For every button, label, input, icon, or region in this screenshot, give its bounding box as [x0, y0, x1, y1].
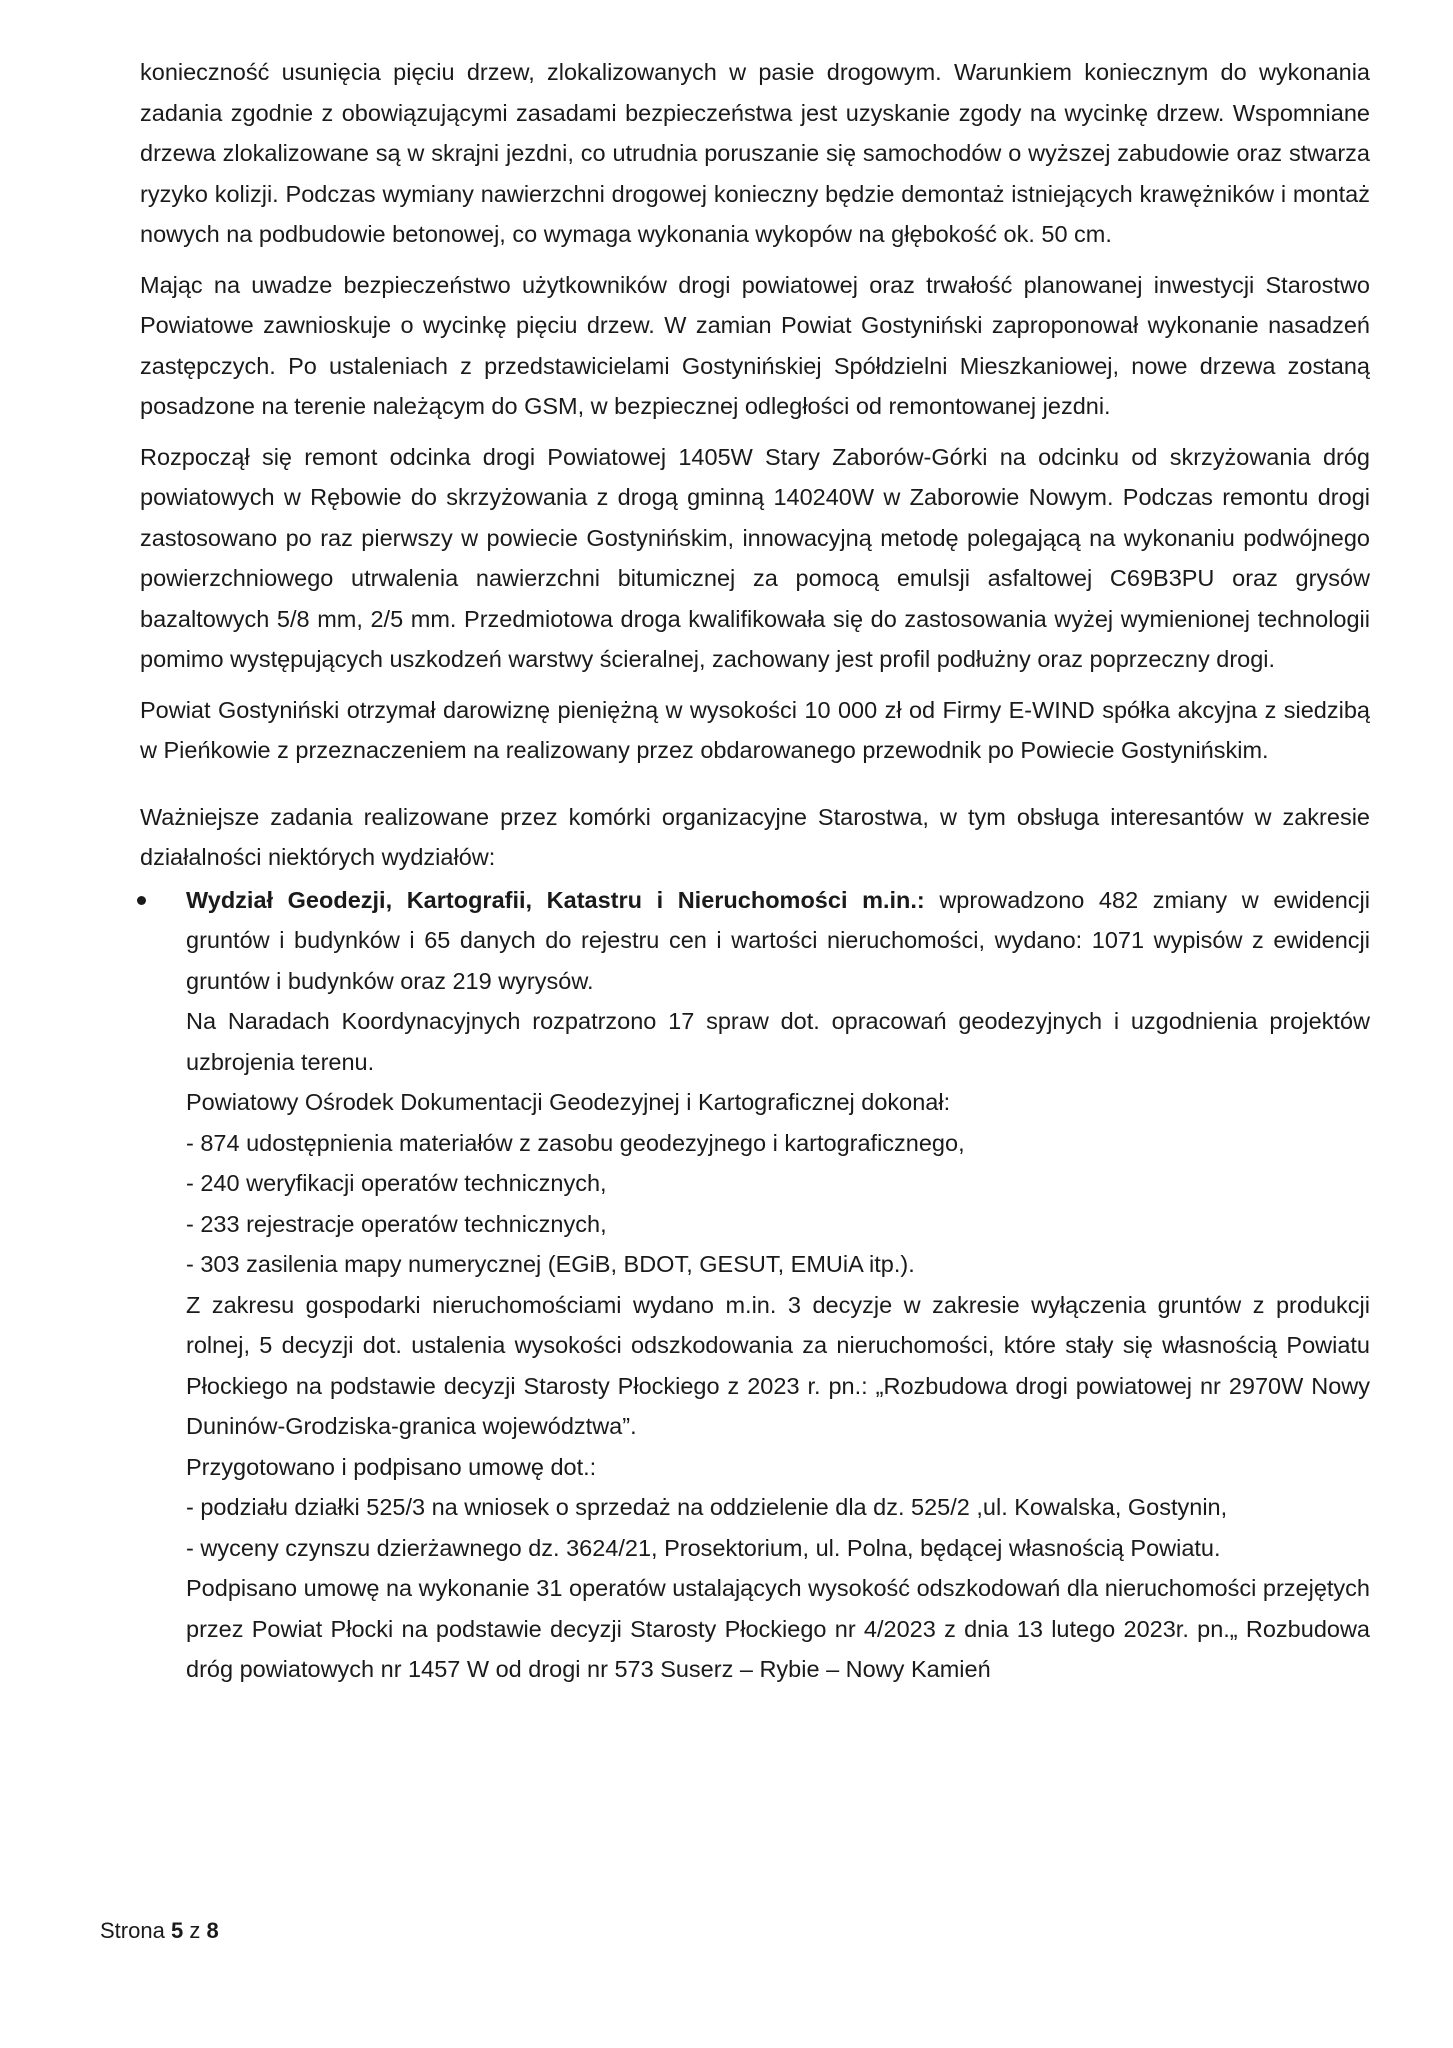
- list-item: - 240 weryfikacji operatów technicznych,: [186, 1170, 607, 1196]
- page-footer: [100, 1918, 219, 1944]
- paragraph-tasks-intro: Ważniejsze zadania realizowane przez komórki organizacyjne Starostwa, w tym obsługa interesantów w zakresie działalności niektórych wydziałów:: [140, 803, 1370, 870]
- list-item: - podziału działki 525/3 na wniosek o sprzedaż na oddzielenie dla dz. 525/2 ,ul. Kowalska, Gostynin,: [186, 1494, 1228, 1520]
- list-item: - 303 zasilenia mapy numerycznej (EGiB, BDOT, GESUT, EMUiA itp.).: [186, 1251, 915, 1277]
- real-estate-management: Z zakresu gospodarki nieruchomościami wydano m.in. 3 decyzje w zakresie wyłączenia gruntów z produkcji rolnej, 5 decyzji dot. ustalenia wysokości odszkodowania za nieruchomości, które stały się własnością Powiatu Płockiego na podstawie decyzji Starosty Płockiego z 2023 r. pn.: „Rozbudowa drogi powiatowej nr 2970W Nowy Duninów-Grodziska-granica województwa”.: [186, 1291, 1370, 1439]
- agreement-intro: Przygotowano i podpisano umowę dot.:: [186, 1453, 597, 1480]
- page-sep: z: [189, 1918, 201, 1943]
- paragraph-donation: Powiat Gostyniński otrzymał darowiznę pieniężną w wysokości 10 000 zł od Firmy E-WIND spółka akcyjna z siedzibą w Pieńkowie z przeznaczeniem na realizowany przez obdarowanego przewodnik po Powiecie Gostynińskim.: [140, 696, 1370, 763]
- paragraph-road-repair: Rozpoczął się remont odcinka drogi Powiatowej 1405W Stary Zaborów-Górki na odcinku od skrzyżowania dróg powiatowych w Rębowie do skrzyżowania z drogą gminną 140240W w Zaborowie Nowym. Podczas remontu drogi zastosowano po raz pierwszy w powiecie Gostynińskim, innowacyjną metodę polegającą na wykonaniu podwójnego powierzchniowego utrwalenia nawierzchni bitumicznej za pomocą emulsji asfaltowej C69B3PU oraz grysów bazaltowych 5/8 mm, 2/5 mm. Przedmiotowa droga kwalifikowała się do zastosowania wyżej wymienionej technologii pomimo występujących uszkodzeń warstwy ścieralnej, zachowany jest profil podłużny oraz poprzeczny drogi.: [140, 443, 1370, 672]
- page-content: [140, 52, 1370, 1690]
- paragraph-trees-removal: konieczność usunięcia pięciu drzew, zlokalizowanych w pasie drogowym. Warunkiem koniecznym do wykonania zadania zgodnie z obowiązującymi zasadami bezpieczeństwa jest uzyskanie zgody na wycinkę drzew. Wspomniane drzewa zlokalizowane są w skrajni jezdni, co utrudnia poruszanie się samochodów o wyższej zabudowie oraz stwarza ryzyko kolizji. Podczas wymiany nawierzchni drogowej konieczny będzie demontaż istniejących krawężników i montaż nowych na podbudowie betonowej, co wymaga wykonania wykopów na głębokość ok. 50 cm.: [140, 59, 1370, 247]
- department-name: Wydział Geodezji, Kartografii, Katastru i Nieruchomości m.in.:: [186, 886, 925, 913]
- department-summary: wprowadzono 482 zmiany w ewidencji gruntów i budynków i 65 danych do rejestru cen i wartości nieruchomości, wydano: 1071 wypisów z ewidencji gruntów i budynków oraz 219 wyrysów.: [186, 886, 1370, 994]
- list-item: - 874 udostępnienia materiałów z zasobu geodezyjnego i kartograficznego,: [186, 1129, 965, 1156]
- page-total: 8: [206, 1918, 219, 1943]
- page-label: Strona: [100, 1918, 165, 1943]
- page-current: 5: [170, 1918, 184, 1943]
- bullet-geodesy-department: [140, 880, 1370, 1690]
- valuation-agreement: Podpisano umowę na wykonanie 31 operatów ustalających wysokość odszkodowań dla nieruchomości przejętych przez Powiat Płocki na podstawie decyzji Starosty Płockiego nr 4/2023 z dnia 13 lutego 2023r. pn.„ Rozbudowa dróg powiatowych nr 1457 W od drogi nr 573 Suserz – Rybie – Nowy Kamień: [186, 1575, 1370, 1682]
- list-item: - 233 rejestracje operatów technicznych,: [186, 1210, 607, 1237]
- bullet-heading-line: [186, 880, 1370, 1002]
- paragraph-safety-replanting: Mając na uwadze bezpieczeństwo użytkowników drogi powiatowej oraz trwałość planowanej inwestycji Starostwo Powiatowe zawnioskuje o wycinkę pięciu drzew. W zamian Powiat Gostyniński zaproponował wykonanie nasadzeń zastępczych. Po ustaleniach z przedstawicielami Gostynińskiej Spółdzielni Mieszkaniowej, nowe drzewa zostaną posadzone na terenie należącym do GSM, w bezpiecznej odległości od remontowanej jezdni.: [140, 271, 1370, 419]
- bullet-dot-icon: [137, 896, 146, 905]
- coordination-meetings: Na Naradach Koordynacyjnych rozpatrzono 17 spraw dot. opracowań geodezyjnych i uzgodnienia projektów uzbrojenia terenu.: [186, 1008, 1370, 1075]
- list-item: - wyceny czynszu dzierżawnego dz. 3624/21, Prosektorium, ul. Polna, będącej własnością Powiatu.: [186, 1534, 1221, 1561]
- podgik-intro: Powiatowy Ośrodek Dokumentacji Geodezyjnej i Kartograficznej dokonał:: [186, 1089, 951, 1115]
